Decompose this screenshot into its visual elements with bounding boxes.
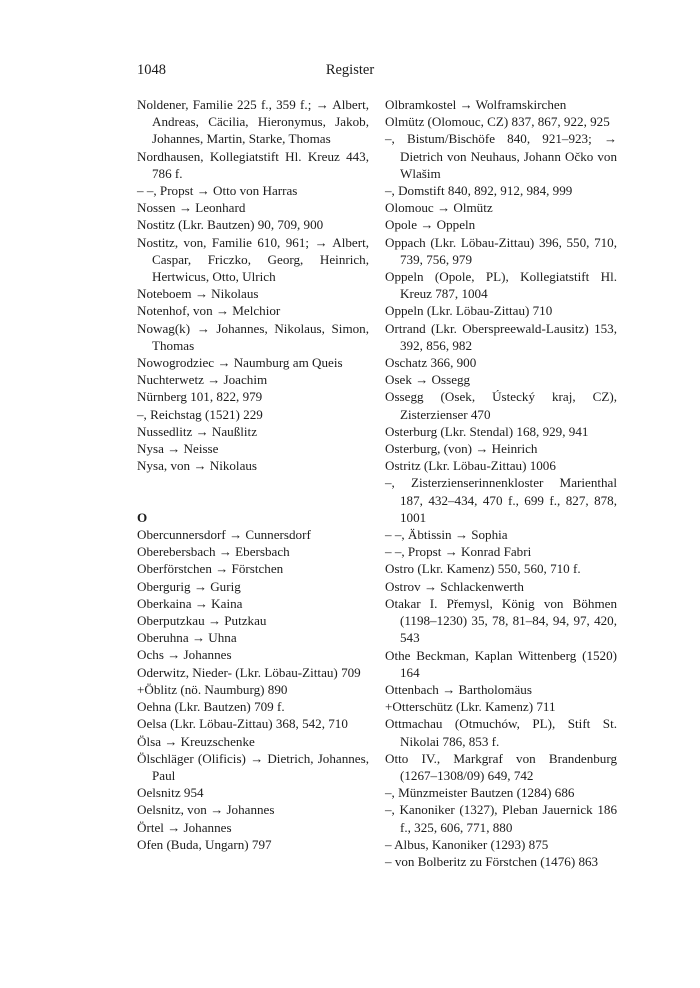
index-entry: Oppeln (Opole, PL), Kollegiatstift Hl. Kreuz 787, 1004 [385, 269, 617, 302]
index-entry: Ossegg (Osek, Ústecký kraj, CZ), Zisterzienser 470 [385, 389, 617, 422]
index-entry: Nowogrodziec → Naumburg am Queis [137, 355, 343, 371]
index-entry: Oppeln (Lkr. Löbau-Zittau) 710 [385, 303, 553, 319]
index-entry: Oelsnitz, von → Johannes [137, 802, 275, 818]
index-entry: +Öblitz (nö. Naumburg) 890 [137, 681, 288, 697]
section-letter: O [137, 509, 148, 525]
index-entry: Ostritz (Lkr. Löbau-Zittau) 1006 [385, 458, 556, 474]
index-column-right [385, 96, 617, 870]
index-entry: Otto IV., Markgraf von Brandenburg (1267–1308/09) 649, 742 [385, 750, 617, 783]
index-entry: Ostrov → Schlackenwerth [385, 578, 524, 594]
index-entry: Oelsnitz 954 [137, 785, 204, 801]
index-entry: –, Domstift 840, 892, 912, 984, 999 [385, 183, 573, 199]
index-entry: Nordhausen, Kollegiatstift Hl. Kreuz 443, 786 f. [137, 148, 369, 181]
index-entry: Obergurig → Gurig [137, 578, 241, 594]
index-entry: – Albus, Kanoniker (1293) 875 [385, 836, 549, 852]
index-entry: Ortrand (Lkr. Oberspreewald-Lausitz) 153, 392, 856, 982 [385, 320, 617, 353]
index-entry: Noldener, Familie 225 f., 359 f.; → Albert, Andreas, Cäcilia, Hieronymus, Jakob, Johannes, Martin, Starke, Thomas [137, 97, 369, 147]
index-entry: Notenhof, von → Melchior [137, 303, 281, 319]
index-entry: Ölschläger (Olificis) → Dietrich, Johannes, Paul [137, 750, 369, 783]
index-entry: Obercunnersdorf → Cunnersdorf [137, 527, 311, 543]
index-entry: –, Münzmeister Bautzen (1284) 686 [385, 785, 575, 801]
index-entry: Oberputzkau → Putzkau [137, 613, 267, 629]
index-entry: Oelsa (Lkr. Löbau-Zittau) 368, 542, 710 [137, 716, 348, 732]
index-entry: Ölsa → Kreuzschenke [137, 733, 255, 749]
index-entry: Nossen → Leonhard [137, 200, 246, 216]
index-entry: Ottenbach → Bartholomäus [385, 681, 532, 697]
index-entry: Ostro (Lkr. Kamenz) 550, 560, 710 f. [385, 561, 581, 577]
index-entry: – –, Äbtissin → Sophia [385, 527, 508, 543]
index-entry: Ochs → Johannes [137, 647, 232, 663]
index-entry: –, Reichstag (1521) 229 [137, 406, 263, 422]
index-entry: Oberkaina → Kaina [137, 595, 243, 611]
index-entry: Nostitz (Lkr. Bautzen) 90, 709, 900 [137, 217, 324, 233]
index-entry: Opole → Oppeln [385, 217, 476, 233]
section-spacer [137, 474, 369, 508]
index-entry: Nuchterwetz → Joachim [137, 372, 268, 388]
index-entry: – –, Propst → Konrad Fabri [385, 544, 532, 560]
index-entry: Oberebersbach → Ebersbach [137, 544, 290, 560]
index-entry: +Otterschütz (Lkr. Kamenz) 711 [385, 699, 556, 715]
index-entry: – –, Propst → Otto von Harras [137, 183, 298, 199]
index-entry: Nussedlitz → Naußlitz [137, 423, 258, 439]
index-entry: Oderwitz, Nieder- (Lkr. Löbau-Zittau) 709 [137, 664, 361, 680]
index-entry: Olomouc → Olmütz [385, 200, 493, 216]
index-entry: Oehna (Lkr. Bautzen) 709 f. [137, 699, 285, 715]
index-entry: Nostitz, von, Familie 610, 961; → Albert, Caspar, Friczko, Georg, Heinrich, Hertwicus, Otto, Ulrich [137, 234, 369, 285]
index-entry: –, Kanoniker (1327), Pleban Jauernick 186 f., 325, 606, 771, 880 [385, 802, 617, 835]
index-entry: Ofen (Buda, Ungarn) 797 [137, 836, 272, 852]
page-number: 1048 [137, 62, 166, 78]
index-entry: Olmütz (Olomouc, CZ) 837, 867, 922, 925 [385, 114, 610, 130]
index-entry: Oberförstchen → Förstchen [137, 561, 284, 577]
index-entry: Oschatz 366, 900 [385, 355, 477, 371]
index-entry: Olbramkostel → Wolframskirchen [385, 97, 567, 112]
index-entry: –, Bistum/Bischöfe 840, 921–923; → Dietrich von Neuhaus, Johann Očko von Wlašim [385, 131, 617, 181]
index-entry: Nürnberg 101, 822, 979 [137, 389, 263, 405]
index-entry: Nysa → Neisse [137, 441, 219, 457]
index-entry: Othe Beckman, Kaplan Wittenberg (1520) 164 [385, 647, 617, 680]
index-entry: Nowag(k) → Johannes, Nikolaus, Simon, Thomas [137, 320, 369, 353]
index-entry: Otakar I. Přemysl, König von Böhmen (1198–1230) 35, 78, 81–84, 94, 97, 420, 543 [385, 595, 617, 646]
index-entry: –, Zisterzienserinnenkloster Marienthal 187, 432–434, 470 f., 699 f., 827, 878, 1001 [385, 475, 617, 525]
index-entry: Osek → Ossegg [385, 372, 471, 388]
index-entry: Oberuhna → Uhna [137, 630, 237, 646]
index-entry: Örtel → Johannes [137, 819, 232, 835]
index-entry: Oppach (Lkr. Löbau-Zittau) 396, 550, 710, 739, 756, 979 [385, 234, 617, 267]
index-entry: Osterburg (Lkr. Stendal) 168, 929, 941 [385, 423, 589, 439]
index-entry: Ottmachau (Otmuchów, PL), Stift St. Nikolai 786, 853 f. [385, 716, 617, 749]
index-column-left [137, 96, 369, 853]
index-entry: Nysa, von → Nikolaus [137, 458, 258, 474]
index-entry: Osterburg, (von) → Heinrich [385, 441, 538, 457]
index-entry: Noteboem → Nikolaus [137, 286, 259, 302]
running-title: Register [325, 62, 375, 78]
index-entry: – von Bolberitz zu Förstchen (1476) 863 [385, 853, 599, 869]
